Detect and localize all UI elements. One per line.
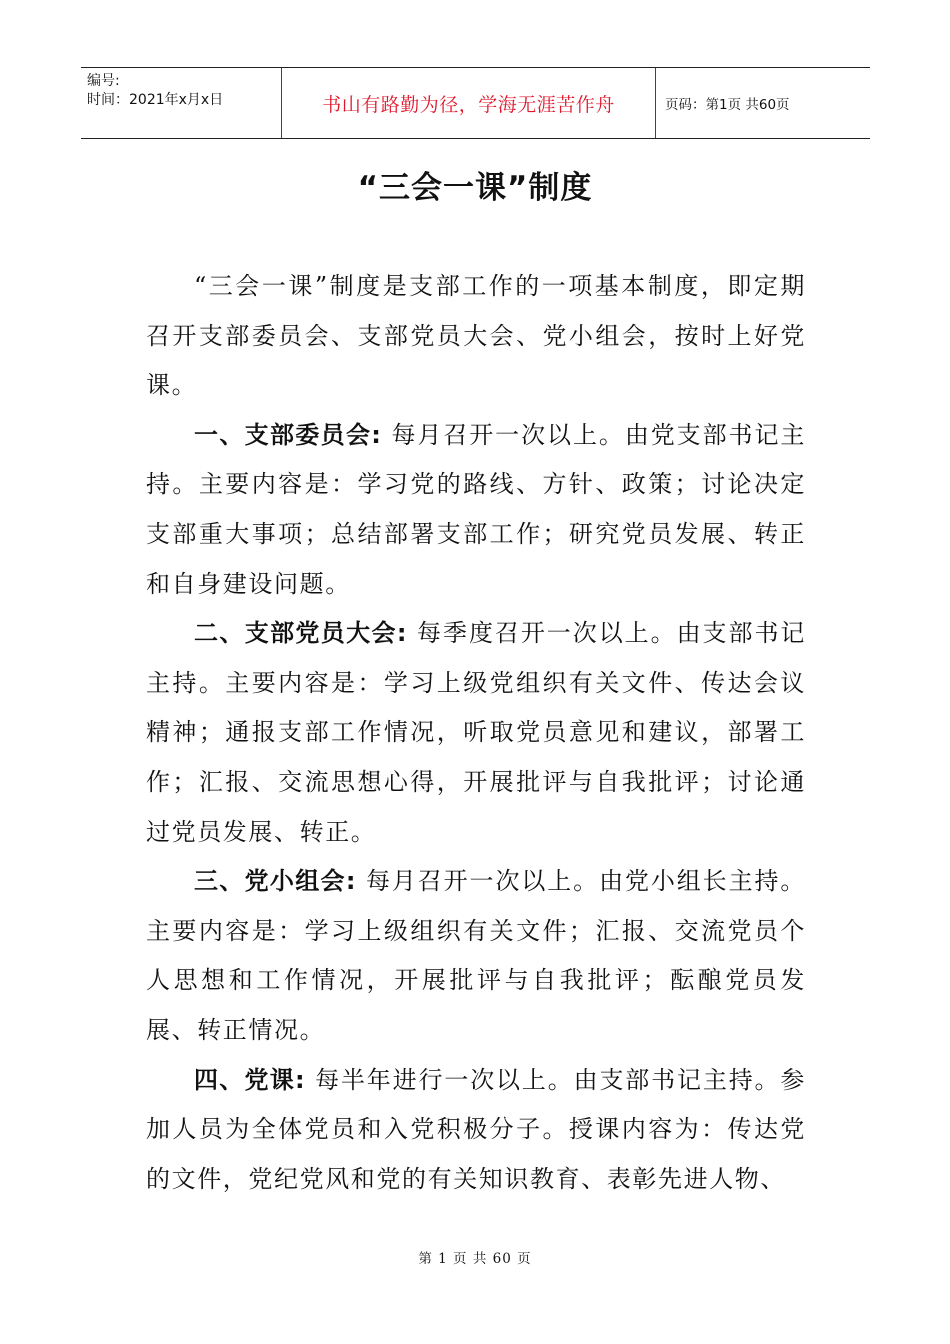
section-heading: 四、党课: <box>194 1065 306 1094</box>
document-title: “三会一课”制度 <box>357 170 593 206</box>
section-text: 每季度召开一次以上。由支部书记主持。主要内容是：学习上级党组织有关文件、传达会议精神；通报支部工作情况，听取党员意见和建议，部署工作；汇报、交流思想心得，开展批评与自我批评；讨论通过党员发展、转正。 <box>146 619 806 846</box>
document-header <box>81 67 870 139</box>
section-paragraph <box>146 1056 806 1205</box>
time-label: 时间：2021年x月x日 <box>87 92 224 108</box>
section-paragraph <box>146 857 806 1055</box>
document-body <box>146 262 806 1204</box>
header-motto-cell <box>281 68 656 138</box>
header-page-cell <box>655 68 870 138</box>
page-code: 页码：第1页 共60页 <box>665 97 790 113</box>
page-footer: 第 1 页 共 60 页 <box>418 1251 532 1267</box>
section-text: 每月召开一次以上。由党支部书记主持。主要内容是：学习党的路线、方针、政策；讨论决定支部重大事项；总结部署支部工作；研究党员发展、转正和自身建设问题。 <box>146 420 806 598</box>
header-info-cell <box>81 68 281 138</box>
motto-text: 书山有路勤为径，学海无涯苦作舟 <box>322 93 615 116</box>
section-heading: 三、党小组会: <box>194 867 357 896</box>
section-heading: 二、支部党员大会: <box>194 619 408 648</box>
intro-paragraph: “三会一课”制度是支部工作的一项基本制度，即定期召开支部委员会、支部党员大会、党小组会，按时上好党课。 <box>146 272 806 400</box>
section-text: 每半年进行一次以上。由支部书记主持。参加人员为全体党员和入党积极分子。授课内容为：传达党的文件，党纪党风和党的有关知识教育、表彰先进人物、 <box>146 1065 806 1193</box>
section-paragraph <box>146 411 806 609</box>
number-label: 编号: <box>87 73 120 89</box>
section-heading: 一、支部委员会: <box>194 420 382 449</box>
section-text: 每月召开一次以上。由党小组长主持。主要内容是：学习上级组织有关文件；汇报、交流党员个人思想和工作情况，开展批评与自我批评；酝酿党员发展、转正情况。 <box>146 867 806 1044</box>
section-paragraph <box>146 609 806 857</box>
